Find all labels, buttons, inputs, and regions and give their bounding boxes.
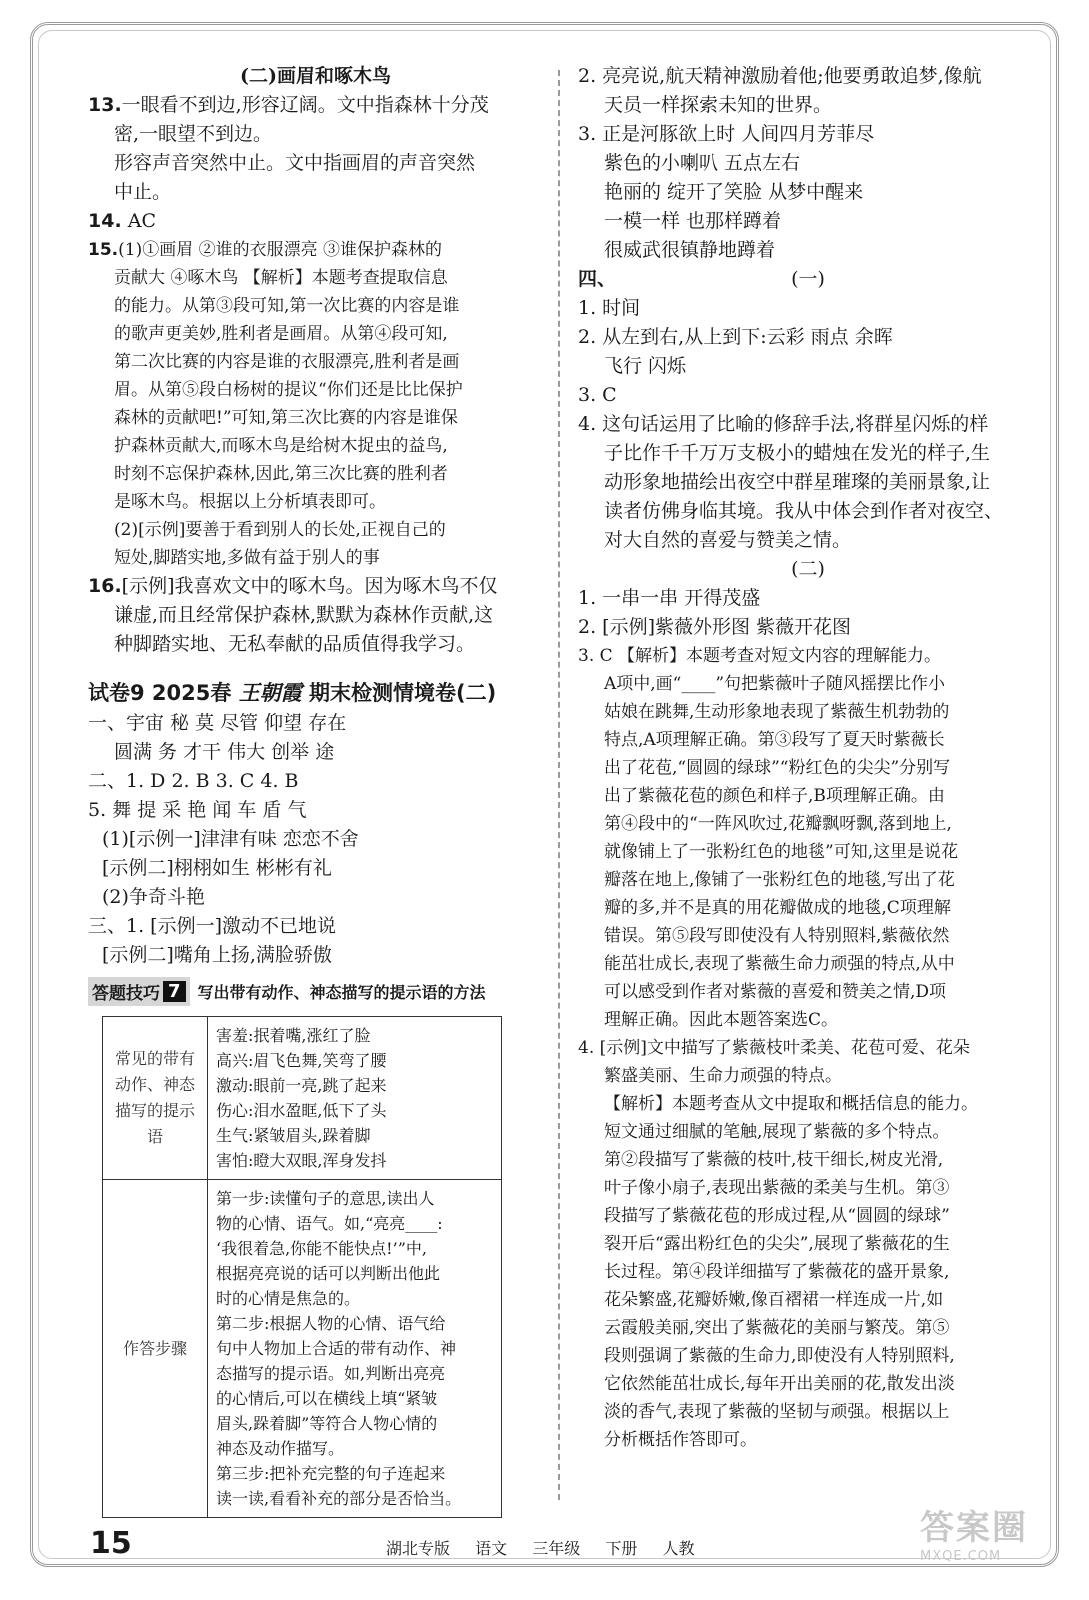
s1-line: 一、宇宙 秘 莫 尽管 仰望 存在 [88, 712, 347, 734]
answer-line: 叶子像小扇子,表现出紫薇的柔美与生机。第③ [604, 1178, 950, 1198]
answer-line: 姑娘在跳舞,生动形象地表现了紫薇生机勃勃的 [604, 702, 950, 722]
answer-line: 1. 时间 [578, 297, 641, 319]
s3-line: 三、1. [示例一]激动不已地说 [88, 915, 336, 937]
answer-line: 裂开后“露出粉红色的尖尖”,展现了紫薇花的生 [604, 1234, 950, 1254]
tip-line: 神态及动作描写。 [216, 1439, 345, 1458]
subsection-1-label: (一) [791, 268, 825, 290]
q14-number: 14. [88, 210, 122, 232]
q15-number: 15. [88, 240, 119, 260]
answer-line: 能茁壮成长,表现了紫薇生命力顽强的特点,从中 [604, 954, 955, 974]
section-1 [88, 709, 543, 767]
tip-line: 害羞:抿着嘴,涨红了脸 [216, 1026, 371, 1045]
q15-line: 的能力。从第③段可知,第一次比赛的内容是谁 [114, 296, 460, 316]
q15-line: (1)①画眉 ②谁的衣服漂亮 ③谁保护森林的 [118, 240, 443, 260]
tip-line: 第三步:把补充完整的句子连起来 [216, 1464, 446, 1483]
s3-line: [示例二]嘴角上扬,满脸骄傲 [102, 944, 332, 966]
q15-line: 护森林贡献大,而啄木鸟是给树木捉虫的益鸟, [114, 436, 448, 456]
left-column [88, 62, 543, 1518]
answer-line: 段描写了紫薇花苞的形成过程,从“圆圆的绿球” [604, 1206, 950, 1226]
answer-line: 【解析】本题考查从文中提取和概括信息的能力。 [604, 1094, 978, 1114]
answer-line: 云霞般美丽,突出了紫薇花的美丽与繁茂。第⑤ [604, 1318, 950, 1338]
tip-line: 读一读,看看补充的部分是否恰当。 [216, 1489, 462, 1508]
answer-line: 4. 这句话运用了比喻的修辞手法,将群星闪烁的样 [578, 413, 989, 435]
q13-line: 中止。 [114, 181, 172, 203]
answer-line: 瓣落在地上,像铺了一张粉红色的地毯,写出了花 [604, 870, 955, 890]
s1-line: 圆满 务 才干 伟大 创举 途 [114, 741, 335, 763]
s2-line: (2)争奇斗艳 [102, 886, 205, 908]
tip-line: 态描写的提示语。如,判断出亮亮 [216, 1364, 446, 1383]
s2-line: (1)[示例一]津津有味 恋恋不舍 [102, 828, 359, 850]
answer-line: 段则强调了紫薇的生命力,即使没有人特别照料, [604, 1346, 955, 1366]
q13-line: 密,一眼望不到边。 [114, 123, 273, 145]
passage-2-answers [578, 584, 1038, 1454]
page-footer [90, 1526, 990, 1566]
answer-line: A项中,画“____”句把紫薇叶子随风摇摆比作小 [604, 674, 946, 694]
answer-line: 长过程。第④段详细描写了紫薇花的盛开景象, [604, 1262, 950, 1282]
q13-number: 13. [88, 94, 122, 116]
watermark-url: MXQE.COM [920, 1549, 1002, 1564]
answer-line: 出了紫薇花苞的颜色和样子,B项理解正确。由 [604, 786, 945, 806]
answer-line: 第④段中的“一阵风吹过,花瓣飘呀飘,落到地上, [604, 814, 952, 834]
answer-line: 1. 一串一串 开得茂盛 [578, 587, 761, 609]
answer-line: 一模一样 也那样蹲着 [604, 210, 782, 232]
answer-line: 2. 从左到右,从上到下:云彩 雨点 余晖 [578, 326, 893, 348]
footer-subject: 语文 [475, 1539, 508, 1558]
answer-line: 理解正确。因此本题答案选C。 [604, 1010, 839, 1030]
q16-line: 谦虚,而且经常保护森林,默默为森林作贡献,这 [114, 604, 494, 626]
watermark-logo: 答案圈 [920, 1508, 1028, 1548]
tip-line: 伤心:泪水盈眶,低下了头 [216, 1101, 387, 1120]
tip-header [88, 976, 543, 1006]
answer-line: 4. [示例]文中描写了紫薇枝叶柔美、花苞可爱、花朵 [578, 1038, 970, 1058]
q15-line: 时刻不忘保护森林,因此,第三次比赛的胜利者 [114, 464, 448, 484]
column-divider [558, 70, 560, 1500]
answer-line: 很威武很镇静地蹲着 [604, 239, 776, 261]
tip-line: 高兴:眉飞色舞,笑弯了腰 [216, 1051, 387, 1070]
tip-line: 时的心情是焦急的。 [216, 1289, 361, 1308]
q15-line: 是啄木鸟。根据以上分析填表即可。 [114, 492, 386, 512]
section-4-label: 四、 [578, 268, 617, 290]
q15-line: (2)[示例]要善于看到别人的长处,正视自己的 [114, 520, 446, 540]
subsection-2-label: (二) [791, 558, 825, 580]
right-column [578, 62, 1038, 1454]
page-number: 15 [90, 1526, 132, 1561]
answer-line: 天员一样探索未知的世界。 [604, 94, 833, 116]
q15-line: 第二次比赛的内容是谁的衣服漂亮,胜利者是画 [114, 352, 460, 372]
footer-grade: 三年级 [532, 1539, 581, 1558]
answer-line: 花朵繁盛,花瓣娇嫩,像百褶裙一样连成一片,如 [604, 1290, 944, 1310]
section-title: (二)画眉和啄木鸟 [240, 65, 391, 87]
answer-line: 读者仿佛身临其境。我从中体会到作者对夜空、 [604, 500, 1004, 522]
question-14 [88, 207, 543, 236]
tip-row [103, 1017, 502, 1180]
answer-line: 2. 亮亮说,航天精神激励着他;他要勇敢追梦,像航 [578, 65, 982, 87]
q16-line: [示例]我喜欢文中的啄木鸟。因为啄木鸟不仅 [121, 575, 498, 597]
footer-edition: 湖北专版 [386, 1539, 451, 1558]
answer-line: 特点,A项理解正确。第③段写了夏天时紫薇长 [604, 730, 945, 750]
question-13 [88, 91, 543, 207]
tip-badge [88, 977, 190, 1006]
exam-title-suffix: 期末检测情境卷(二) [309, 681, 497, 705]
q15-line: 短处,脚踏实地,多做有益于别人的事 [114, 548, 380, 568]
tip-line: 激动:眼前一亮,跳了起来 [216, 1076, 387, 1095]
tip-line: 眉头,跺着脚”等符合人物心情的 [216, 1414, 438, 1433]
answer-line: 对大自然的喜爱与赞美之情。 [604, 529, 852, 551]
q13-line: 一眼看不到边,形容辽阔。文中指森林十分茂 [121, 94, 489, 116]
tip-line: 的心情后,可以在横线上填“紧皱 [216, 1389, 438, 1408]
tip-line: 句中人物加上合适的带有动作、神 [216, 1339, 457, 1358]
exam-title-prefix: 试卷9 2025春 [88, 681, 232, 705]
answer-line: 3. C [578, 384, 617, 406]
s2-line: 5. 舞 提 采 艳 闻 车 盾 气 [88, 799, 307, 821]
s2-line: 二、1. D 2. B 3. C 4. B [88, 770, 299, 792]
tip-line: 生气:紧皱眉头,跺着脚 [216, 1126, 371, 1145]
answer-line: 紫色的小喇叭 五点左右 [604, 152, 801, 174]
tip-badge-label: 答题技巧 [92, 983, 160, 1004]
answer-line: 可以感受到作者对紫薇的喜爱和赞美之情,D项 [604, 982, 947, 1002]
tip-row-label: 作答步骤 [103, 1180, 208, 1518]
answer-line: 3. 正是河豚欲上时 人间四月芳菲尽 [578, 123, 875, 145]
brand-logo: 王朝霞 [238, 680, 302, 705]
footer-publisher: 人教 [662, 1539, 695, 1558]
tip-line: 物的心情、语气。如,“亮亮____: [216, 1214, 443, 1233]
q13-line: 形容声音突然中止。文中指画眉的声音突然 [114, 152, 476, 174]
s2-line: [示例二]栩栩如生 彬彬有礼 [102, 857, 332, 879]
answer-line: 出了花苞,“圆圆的绿球”“粉红色的尖尖”分别写 [604, 758, 951, 778]
answer-line: 淡的香气,表现了紫薇的坚韧与顽强。根据以上 [604, 1402, 950, 1422]
watermark [920, 1500, 1060, 1580]
q15-line: 森林的贡献吧!”可知,第三次比赛的内容是谁保 [114, 408, 458, 428]
answer-line: 错误。第⑤段写即使没有人特别照料,紫薇依然 [604, 926, 950, 946]
answer-line: 动形象地描绘出夜空中群星璀璨的美丽景象,让 [604, 471, 991, 493]
tip-title: 写出带有动作、神态描写的提示语的方法 [197, 982, 486, 1002]
answer-line: 飞行 闪烁 [604, 355, 687, 377]
answer-line: 2. [示例]紫薇外形图 紫薇开花图 [578, 616, 852, 638]
q15-line: 贡献大 ④啄木鸟 【解析】本题考查提取信息 [114, 268, 448, 288]
tip-line: 害怕:瞪大双眼,浑身发抖 [216, 1151, 387, 1170]
answer-line: 3. C 【解析】本题考查对短文内容的理解能力。 [578, 646, 942, 666]
section-4-header [578, 265, 1038, 294]
tip-row [103, 1180, 502, 1518]
q15-line: 的歌声更美妙,胜利者是画眉。从第④段可知, [114, 324, 448, 344]
tip-row-content [208, 1017, 502, 1180]
tip-row-label: 常见的带有动作、神态描写的提示语 [103, 1017, 208, 1180]
footer-info [386, 1536, 714, 1559]
answer-line: 艳丽的 绽开了笑脸 从梦中醒来 [604, 181, 864, 203]
tip-line: ‘我很着急,你能不能快点!’”中, [216, 1239, 427, 1258]
q15-line: 眉。从第⑤段白杨树的提议“你们还是比比保护 [114, 380, 463, 400]
answers-top [578, 62, 1038, 265]
answer-line: 分析概括作答即可。 [604, 1430, 757, 1450]
answer-line: 就像铺上了一张粉红色的地毯”可知,这里是说花 [604, 842, 959, 862]
tip-line: 根据亮亮说的话可以判断出他此 [216, 1264, 441, 1283]
q16-number: 16. [88, 575, 122, 597]
answer-line: 短文通过细腻的笔触,展现了紫薇的多个特点。 [604, 1122, 950, 1142]
exam-title [88, 677, 543, 709]
tip-row-content [208, 1180, 502, 1518]
tip-line: 第一步:读懂句子的意思,读出人 [216, 1189, 435, 1208]
q14-answer: AC [127, 210, 156, 232]
passage-1-answers [578, 294, 1038, 555]
section-3 [88, 912, 543, 970]
tip-line: 第二步:根据人物的心情、语气给 [216, 1314, 446, 1333]
answer-line: 子比作千千万万支极小的蜡烛在发光的样子,生 [604, 442, 991, 464]
answer-line: 繁盛美丽、生命力顽强的特点。 [604, 1066, 842, 1086]
question-16 [88, 572, 543, 659]
question-15 [88, 236, 543, 572]
answer-line: 瓣的多,并不是真的用花瓣做成的地毯,C项理解 [604, 898, 951, 918]
answer-line: 第②段描写了紫薇的枝叶,枝干细长,树皮光滑, [604, 1150, 944, 1170]
q16-line: 种脚踏实地、无私奉献的品质值得我学习。 [114, 633, 476, 655]
answer-line: 它依然能茁壮成长,每年开出美丽的花,散发出淡 [604, 1374, 955, 1394]
tip-badge-number: 7 [163, 981, 186, 1002]
tip-table [102, 1016, 502, 1518]
section-2 [88, 767, 543, 912]
footer-volume: 下册 [605, 1539, 638, 1558]
